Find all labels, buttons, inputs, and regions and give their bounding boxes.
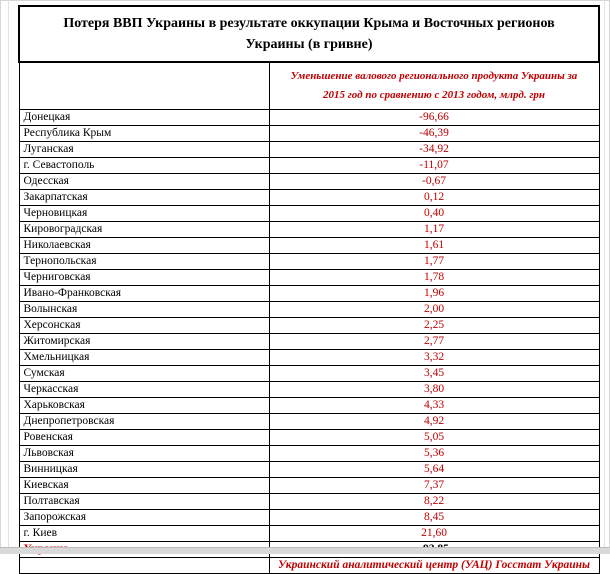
value-cell: 3,32 [269, 350, 599, 366]
table-row [19, 446, 599, 462]
region-cell: Винницкая [19, 462, 269, 478]
table-row [19, 334, 599, 350]
value-cell: -34,92 [269, 142, 599, 158]
table-row [19, 238, 599, 254]
region-cell: Черниговская [19, 270, 269, 286]
value-cell: 5,64 [269, 462, 599, 478]
table-row [19, 302, 599, 318]
region-cell: Николаевская [19, 238, 269, 254]
value-cell: 3,45 [269, 366, 599, 382]
value-cell: 3,80 [269, 382, 599, 398]
region-cell: Полтавская [19, 494, 269, 510]
value-cell: 2,77 [269, 334, 599, 350]
table-row [19, 510, 599, 526]
table-row [19, 398, 599, 414]
table-row [19, 206, 599, 222]
region-cell: Закарпатская [19, 190, 269, 206]
sheet-gridline-left [8, 0, 9, 548]
table-row [19, 126, 599, 142]
gdp-loss-table [18, 5, 598, 574]
region-cell: Луганская [19, 142, 269, 158]
table-row [19, 110, 599, 126]
table-title: Потеря ВВП Украины в результате оккупации Крыма и Восточных регионов Украины (в гривне) [19, 6, 599, 62]
region-cell: Херсонская [19, 318, 269, 334]
sheet-gridline-right [604, 0, 605, 548]
value-cell: 21,60 [269, 526, 599, 542]
region-cell: Ивано-Франковская [19, 286, 269, 302]
table-row [19, 350, 599, 366]
value-cell: -0,67 [269, 174, 599, 190]
table-body [19, 110, 599, 542]
table-row [19, 222, 599, 238]
value-column-header: Уменьшение валового регионального продукта Украины за 2015 год по сравнению с 2013 годом, млрд. грн [269, 62, 599, 110]
region-cell: Киевская [19, 478, 269, 494]
region-cell: Львовская [19, 446, 269, 462]
value-cell: 4,92 [269, 414, 599, 430]
value-cell: 5,05 [269, 430, 599, 446]
value-cell: -96,66 [269, 110, 599, 126]
source-note: Украинский аналитический центр (УАЦ) Госстат Украины [269, 558, 599, 574]
region-cell: Черновицкая [19, 206, 269, 222]
table-row [19, 382, 599, 398]
value-cell: -11,07 [269, 158, 599, 174]
table-row [19, 270, 599, 286]
table-row [19, 190, 599, 206]
column-header-row [19, 62, 599, 110]
region-cell: г. Севастополь [19, 158, 269, 174]
window-edge [0, 547, 610, 554]
region-cell: Хмельницкая [19, 350, 269, 366]
table-row [19, 462, 599, 478]
value-cell: -46,39 [269, 126, 599, 142]
value-cell: 4,33 [269, 398, 599, 414]
region-cell: Кировоградская [19, 222, 269, 238]
region-cell: Волынская [19, 302, 269, 318]
table-row [19, 142, 599, 158]
source-empty-cell [19, 558, 269, 574]
table-row [19, 318, 599, 334]
region-cell: Одесская [19, 174, 269, 190]
value-cell: 8,45 [269, 510, 599, 526]
region-cell: Житомирская [19, 334, 269, 350]
source-row [19, 558, 599, 574]
region-cell: Ровенская [19, 430, 269, 446]
data-table [18, 5, 600, 574]
region-cell: Республика Крым [19, 126, 269, 142]
value-cell: 1,17 [269, 222, 599, 238]
table-row [19, 526, 599, 542]
region-column-header [19, 62, 269, 110]
value-cell: 0,12 [269, 190, 599, 206]
region-cell: Днепропетровская [19, 414, 269, 430]
table-row [19, 478, 599, 494]
value-cell: 1,96 [269, 286, 599, 302]
value-cell: 0,40 [269, 206, 599, 222]
region-cell: Сумская [19, 366, 269, 382]
value-cell: 5,36 [269, 446, 599, 462]
region-cell: Тернопольская [19, 254, 269, 270]
region-cell: Донецкая [19, 110, 269, 126]
value-cell: 1,61 [269, 238, 599, 254]
region-cell: Запорожская [19, 510, 269, 526]
table-row [19, 430, 599, 446]
table-row [19, 414, 599, 430]
value-cell: 2,00 [269, 302, 599, 318]
table-row [19, 286, 599, 302]
value-cell: 8,22 [269, 494, 599, 510]
region-cell: Харьковская [19, 398, 269, 414]
table-row [19, 366, 599, 382]
value-cell: 2,25 [269, 318, 599, 334]
value-cell: 1,78 [269, 270, 599, 286]
table-row [19, 158, 599, 174]
table-row [19, 174, 599, 190]
table-row [19, 494, 599, 510]
table-row [19, 254, 599, 270]
title-row [19, 6, 599, 62]
value-cell: 7,37 [269, 478, 599, 494]
region-cell: Черкасская [19, 382, 269, 398]
region-cell: г. Киев [19, 526, 269, 542]
value-cell: 1,77 [269, 254, 599, 270]
